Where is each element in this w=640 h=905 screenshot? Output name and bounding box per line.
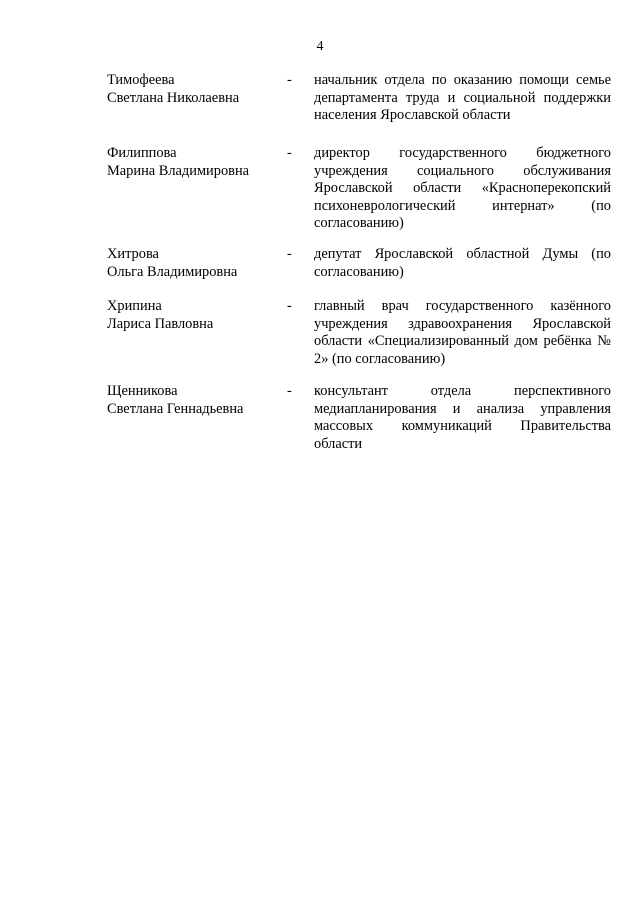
member-position: начальник отдела по оказанию помощи семье департамента труда и социальной поддержки населения Ярославской области (314, 72, 611, 123)
member-position: директор государственного бюджетного учреждения социального обслуживания Ярославской области «Красноперекопский психоневрологический интернат» (по согласованию) (314, 145, 611, 231)
member-position: главный врач государственного казённого учреждения здравоохранения Ярославской области «Специализированный дом ребёнка № 2» (по согласованию) (314, 298, 611, 367)
separator-dash: - (287, 145, 292, 161)
list-item (0, 246, 640, 298)
list-item (0, 383, 640, 453)
list-item (0, 298, 640, 383)
separator-dash: - (287, 72, 292, 88)
member-name (107, 298, 277, 333)
separator-dash: - (287, 383, 292, 399)
member-position: консультант отдела перспективного медиапланирования и анализа управления массовых коммуникаций Правительства области (314, 383, 611, 452)
member-given-name: Светлана Геннадьевна (107, 400, 244, 417)
member-surname: Филиппова (107, 145, 177, 161)
member-surname: Хитрова (107, 246, 159, 262)
member-name (107, 145, 277, 180)
page-number: 4 (316, 39, 324, 54)
separator-dash: - (287, 246, 292, 262)
member-surname: Хрипина (107, 298, 162, 314)
member-name (107, 72, 277, 107)
member-given-name: Ольга Владимировна (107, 263, 238, 280)
member-name (107, 246, 277, 281)
member-surname: Щенникова (107, 383, 178, 399)
member-given-name: Светлана Николаевна (107, 89, 240, 106)
member-given-name: Лариса Павловна (107, 315, 214, 332)
member-position: депутат Ярославской областной Думы (по согласованию) (314, 246, 611, 280)
list-item (0, 145, 640, 246)
list-item (0, 72, 640, 145)
member-name (107, 383, 277, 418)
member-list (0, 72, 640, 453)
member-surname: Тимофеева (107, 72, 175, 88)
separator-dash: - (287, 298, 292, 314)
member-given-name: Марина Владимировна (107, 162, 250, 179)
